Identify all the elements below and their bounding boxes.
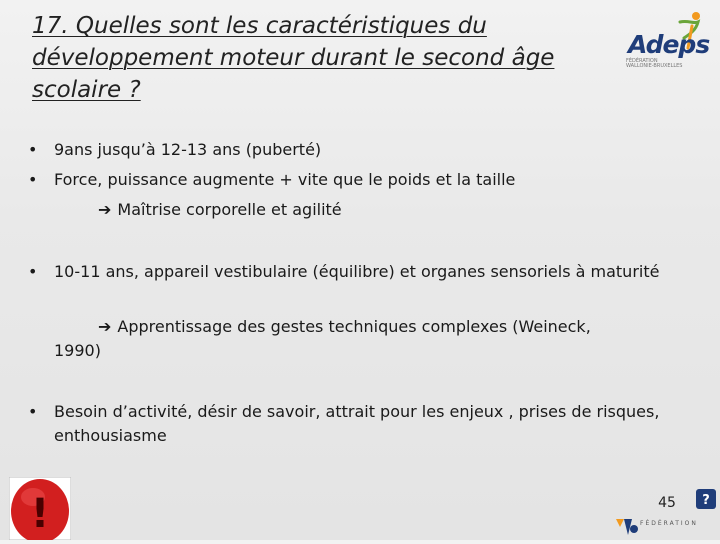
list-item: • Besoin d’activité, désir de savoir, attrait pour les enjeux , prises de risques, enthousiasme (28, 400, 674, 448)
warning-symbol: ! (30, 491, 50, 537)
federation-logo (612, 515, 716, 539)
logo-wordmark: Adeps (628, 30, 710, 59)
list-item: • Force, puissance augmente + vite que le poids et la taille (28, 168, 674, 192)
list-item-continuation: 1990) (54, 341, 101, 360)
arrow-right-icon: ➔ (98, 200, 112, 219)
list-item: • 10-11 ans, appareil vestibulaire (équilibre) et organes sensoriels à maturité (28, 260, 674, 284)
list-item (98, 315, 591, 339)
logo-subtitle: FÉDÉRATION WALLONIE-BRUXELLES (626, 58, 683, 69)
arrow-right-icon: ➔ (98, 317, 112, 336)
slide-title: 17. Quelles sont les caractéristiques du développement moteur durant le second âge scolaire ? (32, 13, 555, 103)
federation-label: FÉDÉRATION (640, 520, 698, 527)
help-symbol: ? (702, 493, 710, 508)
help-icon[interactable] (696, 489, 716, 509)
list-item: • 9ans jusqu’à 12-13 ans (puberté) (28, 138, 674, 162)
list-item-text: Maîtrise corporelle et agilité (117, 200, 342, 219)
list-item (98, 198, 342, 222)
federation-emblem-icon (612, 515, 642, 539)
page-number: 45 (658, 495, 676, 511)
warning-icon (9, 477, 71, 540)
list-item-text: Apprentissage des gestes techniques complexes (Weineck, (117, 317, 591, 336)
adeps-logo (618, 8, 714, 70)
